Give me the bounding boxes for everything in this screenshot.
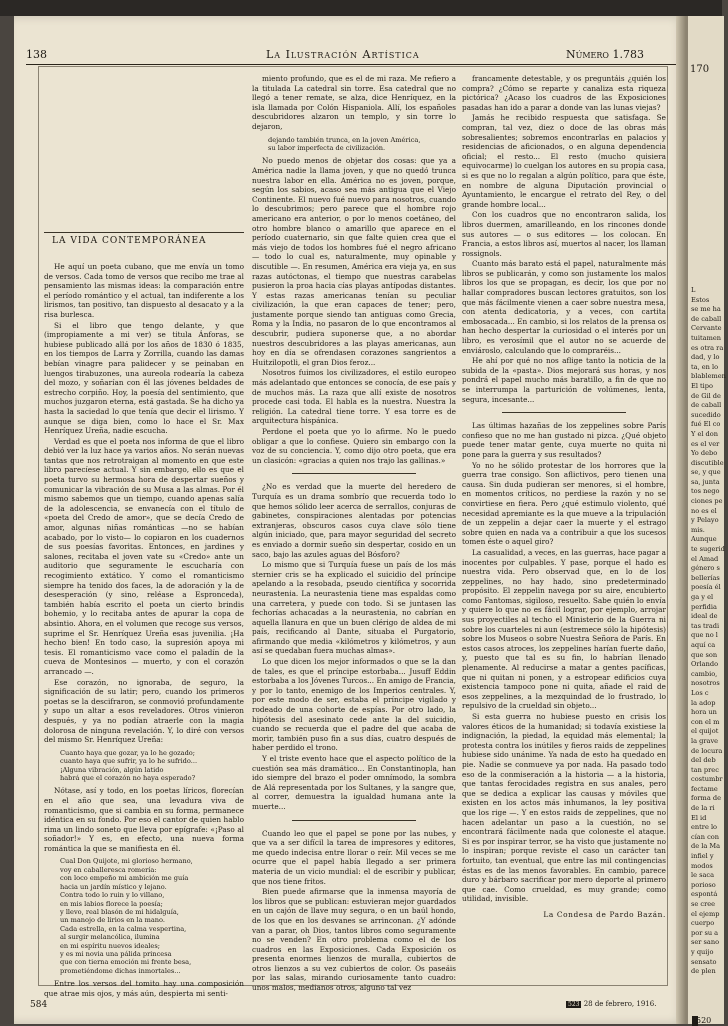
paragraph: He aquí un poeta cubano, que me envía un tomo de versos. Cada tomo de versos que recibo me trae al pensamiento las mismas ideas: la comparación entre el período romántico y el actual, tan indiferente a los lirismos, tan positivo, tan dispuesto al desacato y a la risa burlesca. (44, 262, 244, 319)
right-page-line: fué El co (691, 420, 721, 429)
right-page-line: discutible (691, 458, 724, 467)
poem-line: con loco empeño mi ambición me guía (60, 874, 189, 883)
paragraph: Entre los versos del tomito hay una composición que atrae mis ojos, y más aún, despierta mi senti- (44, 979, 244, 998)
right-page-footer: 520 (696, 1016, 712, 1025)
right-page-line: entre lo (691, 823, 718, 832)
right-page-line: Estos (691, 295, 710, 304)
column-2 (252, 74, 456, 993)
right-page-line: es el ver (691, 439, 720, 448)
right-page-line: nosotros (691, 679, 720, 688)
right-page-line: tos nego (691, 487, 720, 496)
poem-line: y llevo, real blasón de mi hidalguía, (60, 907, 179, 916)
paragraph: No puedo menos de objetar dos cosas: que ya a América nadie la llama joven, y que no quedó trunca nuestra labor en ella. América no es joven, porque, según los sabios, acaso sea más antigua que el Viejo Continente. El nuevo fué nuevo para nosotros, cuando lo descubrimos; pero parece que el hombre rojo americano era anterior, o por lo menos coetáneo, del otro hombre blanco o amarillo que aparece en el período cuaternario, sin que falte quien crea que el más viejo de todos los hombres fué el negro africano — todo lo cual es, naturalmente, muy opinable y discutible —. En resumen, América era vieja ya, en sus razas autóctonas, el tiempo que nuestras carabelas pusieron la proa hacia cías playas antípodas distantes. Y estas razas americanas tenían su peculiar civilización, la que eran capaces de tener; pero, justamente porque siendo tan antiguas como Grecia, Roma y la India, no pasaron de lo que encontramos al descubrir, pudiera suponerse que, a no abordar nuestros descubridores a las playas americanas, aun hoy en día se ofrendasen corazones sangrientos a Huitzilopotli, el gran Dios feroz... (252, 156, 456, 367)
right-page-number: 170 (690, 64, 710, 75)
right-page-line: tan prec (691, 765, 719, 774)
right-page-line: tuitamen (691, 333, 721, 342)
right-page-line: por su a (691, 928, 719, 937)
poem-line: que con tierna emoción mi frente besa, (60, 958, 192, 967)
right-page-line: del deb (691, 756, 716, 765)
paragraph: Jamás he recibido respuesta que satisfaga. Se compran, tal vez, diez o doce de las obras más sobresalientes; sobremos encontrarlas en palacios y residencias de aficionados, o en alguna dependencia oficial; el resto... El resto (mucho quisiera equivocarme) lo cuelgan los autores en su propia casa, si es que no lo regalan a algún político, para que éste, en nombre de alguna Diputación provincial o Ayuntamiento, le encargue el retrato del Rey, o del grande hombre local... (462, 113, 666, 209)
poem-line: y es mi novia una pálida princesa (60, 949, 172, 958)
right-page-line: se cree (691, 900, 716, 908)
footer-date-group (566, 1000, 656, 1008)
poem-line: dejando también trunca, en la joven América, (268, 135, 421, 144)
section-title: LA VIDA CONTEMPORÁNEA (52, 236, 207, 246)
footer-badge: 523 (568, 1001, 580, 1008)
poem-line: su labor imperfecta de civilización. (268, 143, 386, 152)
right-page-line: blablemen (691, 372, 726, 381)
paragraph: He ahí por qué no nos aflige tanto la noticia de la subida de la «pasta». Dios mejorará sus horas, y nos pondrá el papel mucho más baratillo, a fin de que no se interrumpa la parturición de volúmenes, lenta, segura, incesante... (462, 356, 666, 404)
header-issue-number: Número 1.783 (566, 48, 644, 61)
right-page-line: L (691, 286, 696, 294)
right-page-fragments (688, 286, 728, 977)
poem-line: Cada estrella, en la calma vespertina, (60, 924, 187, 933)
right-page-line: Los c (691, 688, 709, 697)
poem (268, 136, 456, 153)
paragraph: Lo que dicen los mejor informados o que se la dan de tales, es que el príncipe estorbaba... Jusuff Eddin estorbaba a los Jóvenes Turcos... En amigo de Francia, y por lo tanto, enemigo de los Imperios centrales. Y, por este modo de ser, estaba el príncipe vigilado y rodeado de una cohorte de espías. Por otro lado, la hipótesis del asesinato cede ante la del suicidio, cuando se recuerda que el padre del que acaba de morir, también puso fin a sus días, cuatro después de haber perdido el trono. (252, 657, 456, 753)
right-page-line: es otra ra (691, 343, 724, 352)
right-page-line: El id (691, 813, 707, 822)
paragraph: francamente detestable, y os preguntáis ¿quién los compra? ¿Cómo se reparte y canaliza esta riqueza pictórica? ¿Acaso los cuadros de las Exposiciones pasadas han ido a parar a donde van las lunas viejas? (462, 74, 666, 112)
author-signature: La Condesa de Pardo Bazán. (543, 909, 666, 919)
poem-line: habrá que el corazón no haya esperado? (60, 773, 196, 782)
header-title: La Ilustración Artística (266, 48, 420, 61)
section-divider (292, 473, 416, 474)
right-page-line: bellerías (691, 573, 720, 582)
scan-top-bar (0, 0, 722, 16)
poem-line: en mi espíritu nuevos ideales; (60, 941, 160, 950)
right-page-line: modos (691, 861, 713, 870)
right-page (686, 16, 724, 1024)
right-page-line: ideal de (691, 612, 718, 621)
right-page-line: ga y el (691, 593, 714, 601)
paragraph: Con los cuadros que no encontraron salida, los libros duermen, amarilleando, en los rincones donde sus autores — o sus editores — los colocan. En Francia, a estos libros así, muertos al nacer, los llaman rossignols. (462, 210, 666, 258)
right-page-line: El tipo (691, 381, 713, 390)
right-page-line: forma de (691, 794, 721, 803)
right-page-line: el ejemp (691, 909, 720, 918)
poem-line: en mis labios florece la poesía; (60, 899, 163, 908)
right-page-line: dad, y lo (691, 353, 720, 362)
paragraph: Si el libro que tengo delante, y que (impropiamente a mi ver) se titula Ánforas, se hubiese publicado allá por los años de 1830 ó 1835, en los tiempos de Larra y Zorrilla, cuando las damas bebían vinagre para palidecer y se peinaban en luengos tirabuzones, una aureola rodearía la cabeza del mozo, y soñarían con él las jóvenes beldades de estrecho corpiño. Hoy, la poesía del sentimiento, que muchos juzgaron eterna, está gastada. Se ha dicho ya hasta la saciedad lo que tenía que decir el lirismo. Y aunque se diga bien, como lo hace el Sr. Max Henríquez Ureña, nadie escucha. (44, 320, 244, 436)
right-page-line: de la ri (691, 804, 715, 813)
column-1 (44, 262, 244, 998)
right-page-line: fectame (691, 784, 718, 793)
right-page-line: Yo debo (691, 449, 718, 458)
paragraph: Lo mismo que si Turquía fuese un país de los más sternier cris se ha explicado el suicidio del príncipe apelando a la resobada, pseudo científica y socorrida neurastenia. La neurastenia tiene mas espaldas como una carretera, y puede con todo. Si se juntasen las fechorías achacadas a la neurastenia, no cabrían en aquella llanura en que un buen clérigo de aldea de mi país, recificando al Dante, situaba el Purgatorio, afirmando que media «kilómetros y kilómetros, y aun así se quedaban fuera muchas almas». (252, 560, 456, 656)
poem-line: ¡Alguna vibración, algún latido (60, 765, 164, 774)
poem-line: voy en caballeresca romería: (60, 865, 157, 874)
paragraph: Y el triste evento hace que el aspecto político de la cuestión sea más dramático... En Constantinopla, han ido siempre del brazo el poder omnímodo, la sombra de Alá representada por los Sultanes, y la sangre que, al correr, demuestra la igualdad humana ante la muerte... (252, 754, 456, 811)
right-page-line: tas tradi (691, 621, 720, 630)
right-page-line: le saca (691, 871, 715, 880)
right-page-line: de la Ma (691, 842, 721, 851)
right-page-line: ser sano (691, 938, 720, 947)
right-page-line: la adop (691, 698, 716, 707)
right-page-line: cambio, (691, 669, 718, 678)
poem-line: Cuanto haya que gozar, ya lo he gozado; (60, 748, 195, 757)
right-page-line: hora un (691, 708, 717, 717)
paragraph: Nótase, así y todo, en los poetas líricos, florecían en el año que sea, una levadura viva de romanticismo, que si cambia en su forma, permanece idéntica en su fondo. Por eso el cantor de quien hablo rima un lindo soneto que lleva por epígrafe: «¡Paso al soñador!» Y es, en efecto, una nueva forma romántica la que se manifiesta en él. (44, 786, 244, 853)
section-divider (292, 820, 416, 821)
right-page-line: el quijot (691, 727, 719, 736)
right-page-line: no es el (691, 506, 717, 515)
paragraph: Si esta guerra no hubiese puesto en crisis los valores éticos de la humanidad; si todavía existiese la indignación, la piedad, la equidad más elemental; la protesta contra los inútiles y fieros raids de zeppelines hubiese sido unánime. Ya nada de esto ha quedado en pie. Nadie se conmueve ya por nada. Ha pasado todo eso de la conmiseración a la historia — a la historia, que tantas ferocidades registra en sus anales, pero que se dedica a explicar las causas y móviles que existen en los actos más inhumanos, la ley positiva que los rige —. Y en estos raids de zeppelines, que no hacen adelantar un paso a la cuestión, no se encontrará fácilmente nada que coloneste el ataque. Si es por inspirar terror, se ha visto que justamente no lo inspiran; porque reviste el caso un carácter tan fortuito, tan eventual, que entre las mil contingencias éstas es de las menos favorables. En cambio, parece duro y bárbaro sacrificar por mero deporte al primero que cae. Como crueldad, es muy grande; como utilidad, invisible. (462, 712, 666, 904)
right-page-line: aquí ca (691, 640, 716, 649)
right-page-line: de Gil de (691, 391, 721, 400)
paragraph: miento profundo, que es el de mi raza. Me refiero a la titulada La catedral sin torre. Esa catedral que no llegó a tener remate, se alza, dice Henríquez, en la isla llamada por Colón Hispaniola. Allí, los españoles descubridores alzaron un templo, y sin torre lo dejaron, (252, 74, 456, 131)
poem-line: cuanto haya que sufrir, ya lo he sufrido... (60, 757, 198, 766)
right-page-line: Cervante (691, 324, 722, 333)
right-page-line: de plen (691, 967, 716, 976)
right-page-line: de locura (691, 746, 723, 755)
right-page-line: que son (691, 650, 718, 659)
right-page-line: cuerpo (691, 919, 715, 928)
right-page-line: sensato (691, 957, 717, 966)
section-rule (44, 232, 244, 233)
poem-line: al surgir melancólica, ilumina (60, 933, 160, 942)
right-page-line: te sugerid (691, 545, 725, 554)
right-page-line: Orlando (691, 660, 719, 669)
paragraph: ¿No es verdad que la muerte del heredero de Turquía es un drama sombrío que recuerda todo lo que hemos sólido leer acerca de serrallos, conjuras de gabinetes, conspiraciones alentadas por potencias extranjeras, obscuros casos cuya clave sólo tiene algún iniciado, que, para mayor seguridad del secreto es enviado a dormir sueño sin despertar, cosido en un saco, bajo las azules aguas del Bósforo? (252, 482, 456, 559)
right-page-line: género s (691, 564, 720, 573)
poem (60, 749, 244, 783)
paragraph: Las últimas hazañas de los zeppelines sobre París confieso que no me han gustado ni pizca. ¿Qué objeto puede tener matar gente, cuya muerte no quita ni pone para la guerra y sus resultados? (462, 421, 666, 459)
right-page-line: perfidia (691, 602, 717, 611)
right-page-line: mis. (691, 525, 705, 534)
page-header (26, 44, 676, 65)
right-page-line: y quijo (691, 947, 714, 956)
right-page-line: sucedido (691, 410, 721, 419)
paragraph: La casualidad, a veces, en las guerras, hace pagar a inocentes por culpables. Y pase, porque el hado es nuestra vida. Pero observad que, en lo de los zeppelines, no hay hado, sino predeterminado propósito. El zeppelin navega por su aire, encubierto como Fantomas, sigiloso, resuelto. Sabe quién lo envía y quiere lo que no es fácil lograr, por ejemplo, arrojar sus proyectiles al techo el Ministerio de la Guerra ni sobre los cuarteles ni aun (estremece sólo la hipótesis) sobre los Museos o sobre Nuestra Señora de París. En estos casos atroces, los zeppelines harían fuerte daño, y, puesto que tal es su fin, lo habrían llenado plenamente. Al reducirse a matar a gentes pacíficas, que ni quitan ni ponen, y a estropear edificios cuya existencia tampoco pone ni quita, añade el raid de esos zeppelines, a la mezquindad de lo frustrado, lo repulsivo de la crueldad sin objeto... (462, 547, 666, 711)
right-page-line: el Amad (691, 554, 719, 563)
right-page-line: Aunque (691, 535, 717, 544)
poem-line: Contra todo lo ruin y lo villano, (60, 891, 165, 900)
right-page-line: con el m (691, 717, 720, 726)
column-3 (462, 74, 666, 980)
paragraph: Verdad es que el poeta nos informa de que el libro debió ver la luz hace ya varios años. No serán nuevas tantas que nos retrotraigan al momento en que este libro parecíese actual. Y sin embargo, ello es que el poeta turvo su hermosa hora de despertar sueños y comunicar la vibración de su Musa a las almas. Por él mismo sabemos que un tiempo, cuando apenas salía de la adolescencia, se envanecía con el título de «poeta del Credo de amor», que se decía Credo de amor, algunas niñas románticas —no se habían acabado, por lo visto— lo copiaron en los cuadernos de sus poesías favoritas. Entonces, en jardines y salones, recitaba el joven vate su «Credo» ante un auditorio que seguramente le escucharía con recogimiento extático. Y como el romanticismo siempre ha tenido dos faces, la de adoración y la de desesperación (y sino, reléase a Espronceda), también había escrito el poeta un cierto brindis bohemio, y lo recitaba antes de apurar la copa de absintio. Ahora, en el volumen que recoge sus versos, suprime el Sr. Henríquez Ureña esas juvenilia. ¡Ha hecho bien! En todo caso, la supresión apoya mi tesis. El romanticismo vace como el paladín de la cueva de Montesinos — muerto, y con el corazón arrancado —. (44, 436, 244, 676)
right-page-line: se me ha (691, 305, 721, 314)
right-page-line: infiel y (691, 852, 714, 861)
paragraph: Bien puede afirmarse que la inmensa mayoría de los libros que se publican: estuvieran mejor guardados en un cajón de llave muy segura, o en un baúl hondo, de los que en los desvanes se arrinconan. ¿Y adónde van a parar, oh Dios, tantos libros como seguramente no se venden? En otro problema como el de los cuadros en las Exposiciones. Cada Exposición os presenta enormes lienzos de muralla, cubiertos de otros lienzos a su vez cubiertos de color. Os paseáis por las salas, mirando curiosamente tanto cuadro: unos malos, medianos otros, alguno tal vez (252, 887, 456, 993)
paragraph: Nosotros fuimos los civilizadores, el estilo europeo más adelantado que entonces se conocía, de ese país y de muchos más. La raza que allí existe de nosotros procede casi toda. El habla es la nuestra. Nuestra la religión. La catedral tiene torre. Y esa torre es de arquitectura hispánica. (252, 368, 456, 426)
right-page-line: cían con (691, 832, 719, 841)
right-page-line: ta, en lo (691, 362, 719, 371)
paragraph: Yo no he sólido protestar de los horrores que la guerra trae consigo. Son aflictivos, pero tienen una causa. Sin duda pudieran ser menores, si el hombre, en momentos críticos, no perdiese la razón y no se convirtiese en fiera. Pero ¿qué estimulo violento, qué necesidad apremiante es la que mueve a la tripulación de un zeppelin a dejar caer la muerte y el estrago sobre quien en nada va a contribuir a que los sucesos tomen éste o aquel giro? (462, 460, 666, 547)
poem-line: prometiéndome dichas inmortales... (60, 966, 181, 975)
paragraph: Perdone el poeta que yo lo afirme. No le puedo obligar a que lo confiese. Quiero sin embargo con la voz de su conciencia. Y, como dijo otro poeta, que era un clasicón: «gracias a quien nos trajo las gallinas.» (252, 427, 456, 465)
poem-line: Cual Don Quijote, mi glorioso hermano, (60, 857, 193, 866)
right-page-line: y Pelayo (691, 516, 719, 525)
paragraph: Cuanto más barato está el papel, naturalmente más libros se publicarán, y como son justamente los malos libros los que se propagan, es decir, los que por no hallar compradores buscan lectores gratuitos, son los que más fácilmente vienen a caer sobre nuestra mesa, con atenta dedicatoria, y a veces, con cartita embosacada... En cambio, si los relatos de la prensa os han hecho despertar la curiosidad o el interés por un libro, es verosímil que el autor no se acuerde de enviároslo, calculando que lo compraréis... (462, 259, 666, 355)
header-page-number: 138 (26, 48, 47, 61)
right-page-line: Y el don (691, 429, 718, 438)
paragraph: Cuando leo que el papel se pone por las nubes, y que va a ser difícil la tarea de impresores y editores, me quedo indecisa entre llorar o reír. Mil veces se me ocurre que el papel había llegado a ser primera materia de un vicio mundial: el de escribir y publicar, que nos tiene fritos. (252, 828, 456, 886)
right-page-line: sa, junta (691, 477, 720, 486)
right-page-line: de caball (691, 314, 722, 323)
poem (60, 857, 244, 975)
right-page-line: de caball (691, 401, 722, 410)
right-page-line: espontá (691, 890, 718, 899)
right-page-line: costumbr (691, 775, 723, 784)
right-page-line: ciones pe (691, 497, 723, 506)
right-page-line: la grave (691, 736, 719, 745)
right-page-line: que no l (691, 631, 718, 640)
right-page-line: poesía él (691, 583, 721, 592)
footer-date: 28 de febrero, 1916. (583, 1000, 657, 1008)
poem-line: hacia un jardín místico y lejano. (60, 882, 167, 891)
footer-page-number: 584 (30, 1000, 48, 1010)
poem-line: un manojo de lirios en la mano. (60, 916, 166, 925)
right-page-line: porioso (691, 880, 716, 889)
section-divider (502, 412, 626, 413)
paragraph: Ese corazón, no ignoraba, de seguro, la significación de su latir; pero, cuando los primeros poetas se la descifraron, se conmovió profundamente y supo un altar a esos reveladores. Otros vinieron después, y ya no podían atraerle con la magia dolorosa de ninguna revelación. Y, lo diré con versos del mismo Sr. Henríquez Ureña: (44, 677, 244, 745)
right-page-line: se, y que (691, 468, 721, 477)
